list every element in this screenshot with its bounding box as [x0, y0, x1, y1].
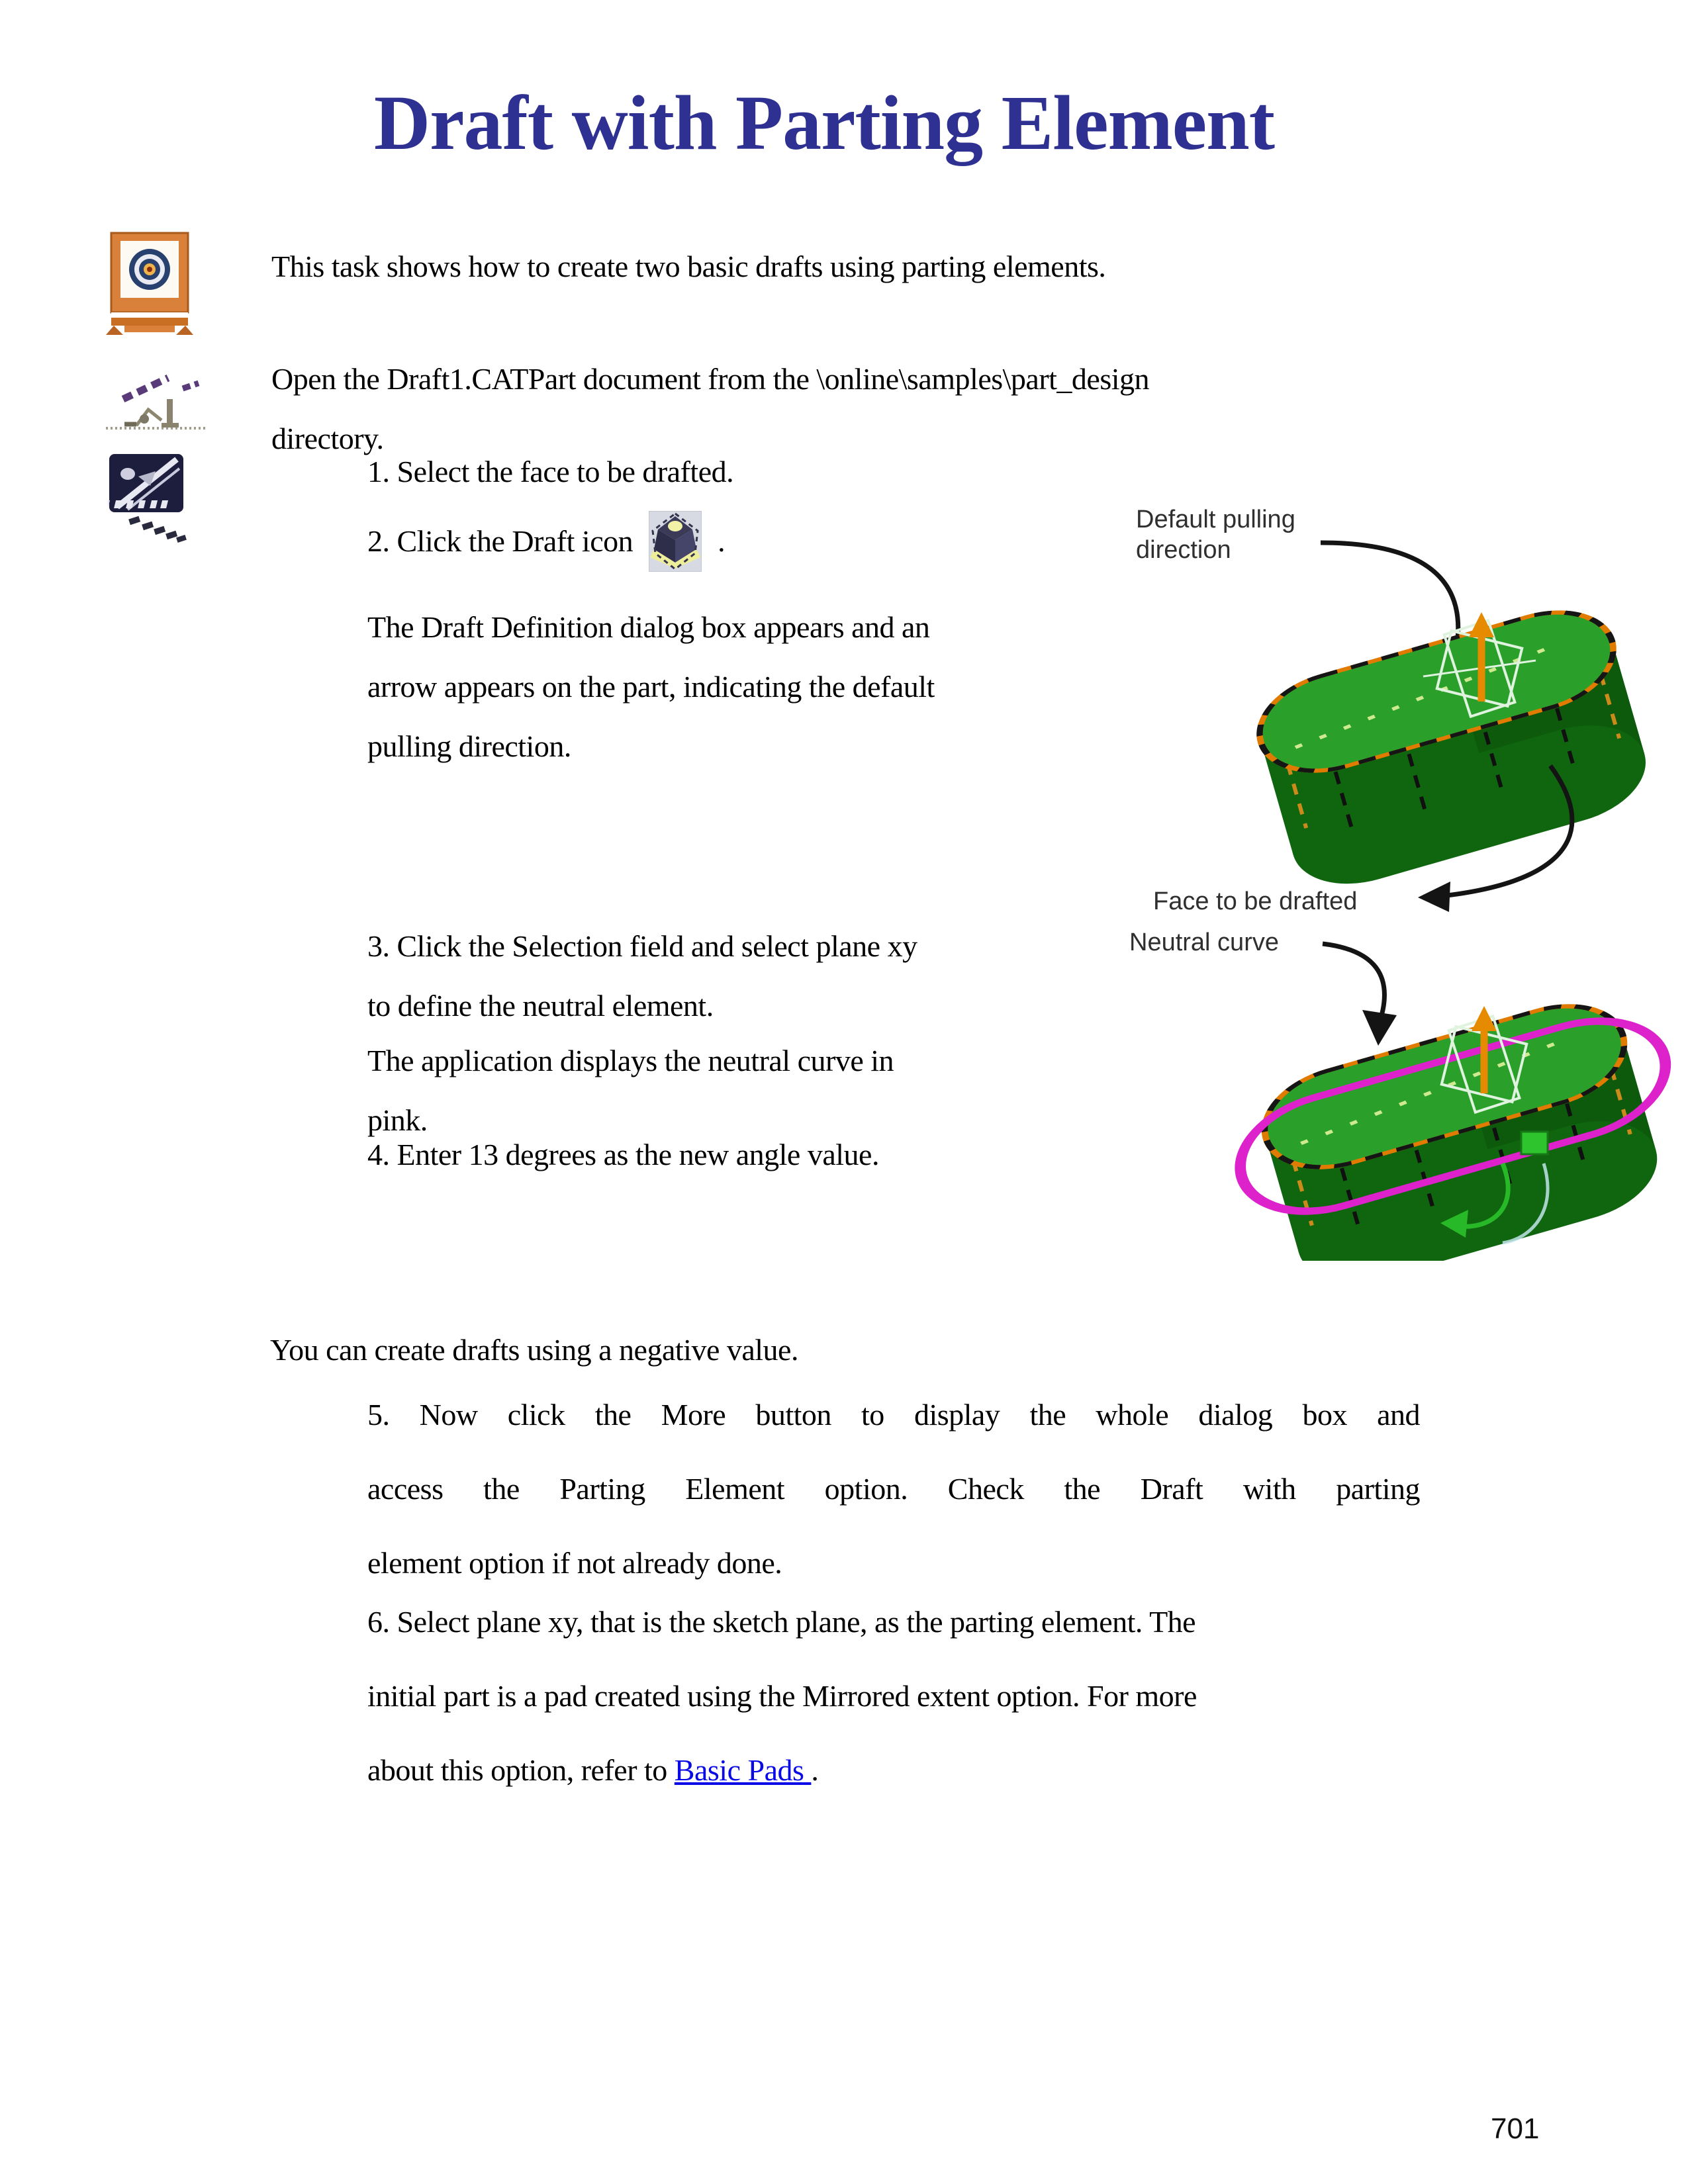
- page-number: 701: [1491, 2113, 1540, 2145]
- task-intro-text: This task shows how to create two basic drafts using parting elements.: [271, 250, 1106, 283]
- draft-icon: [649, 511, 702, 572]
- face-to-be-drafted-label: Face to be drafted: [1153, 887, 1358, 915]
- figure-neutral-curve: [1079, 854, 1688, 1261]
- step-2-period: .: [718, 524, 726, 558]
- step-3-line: 3. Click the Selection field and select plane xy: [367, 929, 917, 963]
- step-2: [367, 511, 725, 572]
- step-5-line: element option if not already done.: [367, 1546, 782, 1580]
- step-5: [367, 1378, 1420, 1600]
- neutral-note-line: The application displays the neutral curve in: [367, 1044, 894, 1077]
- figure-default-pulling-direction: [1092, 473, 1655, 913]
- default-pulling-label-line1: Default pulling: [1136, 506, 1295, 533]
- step-5-line: access the Parting Element option. Check the Draft with parting: [367, 1472, 1420, 1506]
- dialog-appears-text: [367, 598, 935, 776]
- dialog-line: arrow appears on the part, indicating the default: [367, 670, 935, 704]
- neutral-callout-arrow: [1323, 944, 1384, 1021]
- step-6-link-suffix: .: [811, 1753, 819, 1787]
- neutral-note-line: pink.: [367, 1103, 428, 1137]
- scenario-icon: [98, 361, 214, 439]
- default-pulling-label-line2: direction: [1136, 536, 1231, 564]
- step-1: 1. Select the face to be drafted.: [367, 455, 734, 488]
- target-icon: [105, 232, 195, 335]
- step-4: 4. Enter 13 degrees as the new angle value.: [367, 1138, 879, 1171]
- basic-pads-link[interactable]: Basic Pads: [674, 1753, 812, 1787]
- open-document-line: Open the Draft1.CATPart document from the \online\samples\part_design: [271, 362, 1150, 396]
- step-2-text: 2. Click the Draft icon: [367, 524, 633, 558]
- step-6-line: 6. Select plane xy, that is the sketch plane, as the parting element. The: [367, 1605, 1196, 1639]
- step-5-line: 5. Now click the More button to display the whole dialog box and: [367, 1398, 1420, 1432]
- dialog-line: pulling direction.: [367, 729, 571, 763]
- film-clapper-icon: [108, 453, 189, 544]
- page-title: Draft with Parting Element: [373, 79, 1275, 166]
- step-6-link-prefix: about this option, refer to: [367, 1753, 675, 1787]
- neutral-curve-label: Neutral curve: [1129, 929, 1279, 956]
- dialog-line: The Draft Definition dialog box appears and an: [367, 610, 930, 644]
- neutral-callout-arrowhead: [1362, 1010, 1397, 1046]
- step-3-line: to define the neutral element.: [367, 989, 714, 1023]
- step-6: [367, 1585, 1440, 1807]
- negative-value-note: You can create drafts using a negative value.: [270, 1333, 798, 1367]
- step-6-line: initial part is a pad created using the Mirrored extent option. For more: [367, 1679, 1197, 1713]
- open-document-line: directory.: [271, 422, 384, 455]
- step-3: [367, 917, 917, 1036]
- step-6-line: [367, 1733, 1440, 1807]
